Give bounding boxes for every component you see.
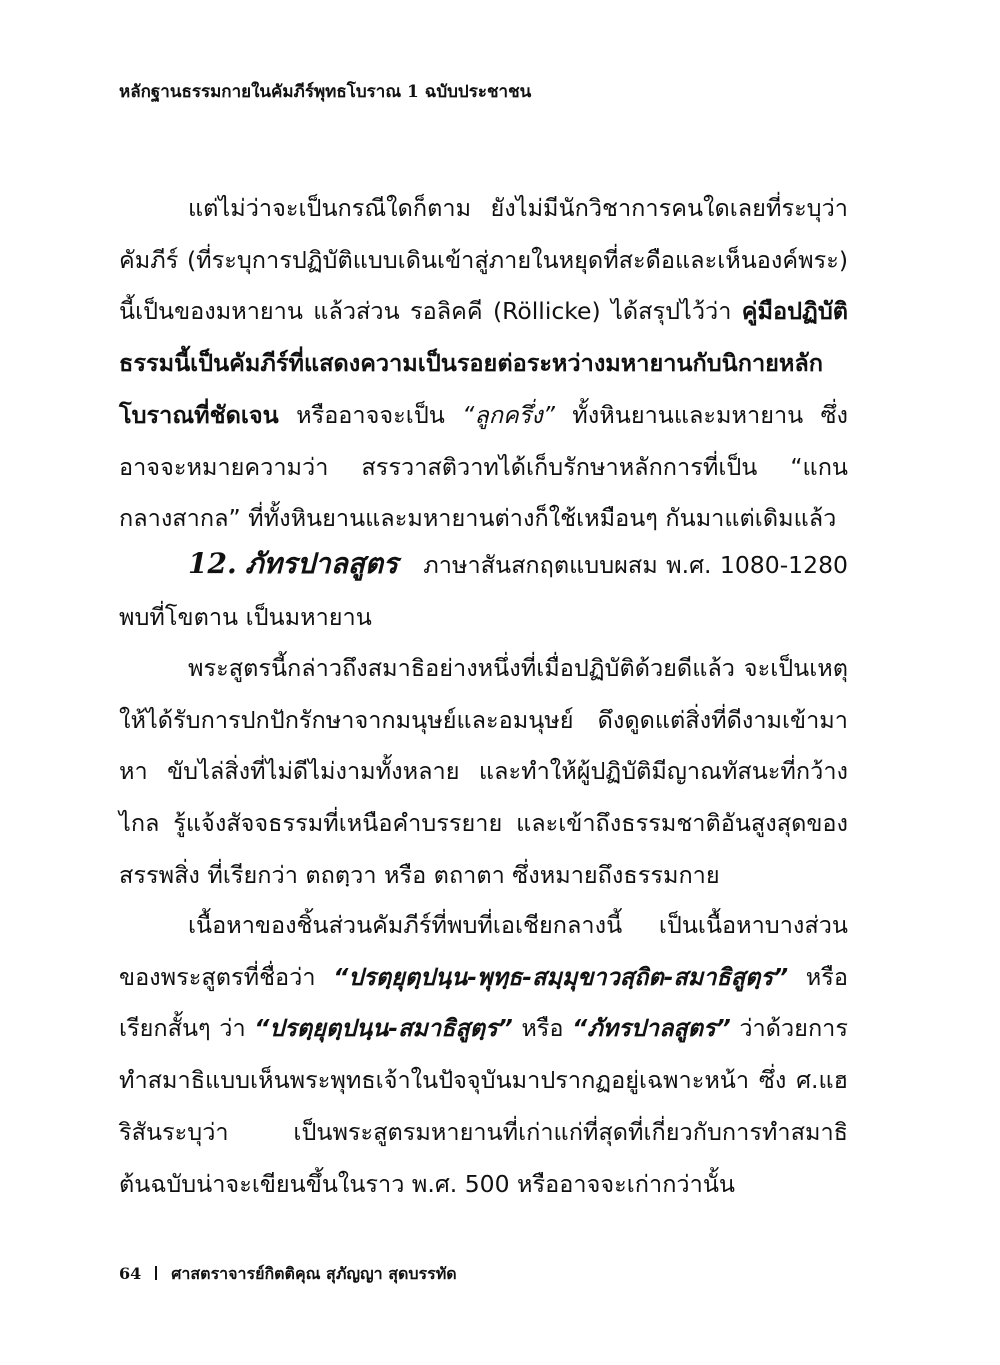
section-description: ภาษาสันสกฤตแบบผสม พ.ศ. 1080-1280 พบที่โขตาน เป็นมหายาน (119, 551, 848, 631)
paragraph-3-text-2: หรือเรียกสั้นๆ ว่า (119, 962, 848, 1043)
paragraph-2: พระสูตรนี้กล่าวถึงสมาธิอย่างหนึ่งที่เมื่อปฏิบัติด้วยดีแล้ว จะเป็นเหตุให้ได้รับการปกปักรักษาจากมนุษย์และอมนุษย์ ดึงดูดแต่สิ่งที่ดีงามเข้ามาหา ขับไล่สิ่งที่ไม่ดีไม่งามทั้งหลาย และทำให้ผู้ปฏิบัติมีญาณทัสนะที่กว้างไกล รู้แจ้งสัจจธรรมที่เหนือคำบรรยาย และเข้าถึงธรรมชาติอันสูงสุดของสรรพสิ่ง ที่เรียกว่า ตถตฺวา หรือ ตถาตา ซึ่งหมายถึงธรรมกาย (119, 654, 848, 889)
sutra-alt-title: “ภัทรปาลสูตร” (572, 1014, 731, 1043)
sutra-full-title: “ปรตฺยุตฺปนฺน-พุทฺธ-สมฺมุขาวสฺถิต-สมาธิสูตฺร” (333, 962, 789, 991)
paragraph-1 (119, 183, 848, 545)
sutra-short-title: “ปรตฺยุตฺปนฺน-สมาธิสูตฺร” (254, 1014, 513, 1043)
footer-divider (155, 1266, 157, 1280)
paragraph-1-text-2: หรืออาจจะเป็น (278, 400, 463, 429)
page-footer (119, 1262, 457, 1286)
section-number: 12. (188, 547, 237, 580)
section-title: ภัทรปาลสูตร (245, 547, 399, 580)
paragraph-1-text-1: แต่ไม่ว่าจะเป็นกรณีใดก็ตาม ยังไม่มีนักวิชาการคนใดเลยที่ระบุว่าคัมภีร์ (ที่ระบุการปฏิบัติแบบเดินเข้าสู่ภายในหยุดที่สะดือและเห็นองค์พระ) นี้เป็นของมหายาน แล้วส่วน รอลิคคี (Röllicke) ได้สรุปไว้ว่า (119, 194, 848, 326)
running-header: หลักฐานธรรมกายในคัมภีร์พุทธโบราณ 1 ฉบับประชาชน (119, 82, 532, 102)
paragraph-3 (119, 900, 848, 1210)
page-number: 64 (119, 1264, 142, 1283)
paragraph-3-text-4: ว่าด้วยการทำสมาธิแบบเห็นพระพุทธเจ้าในปัจจุบันมาปรากฏอยู่เฉพาะหน้า ซึ่ง ศ.แฮริสันระบุว่า เป็นพระสูตรมหายานที่เก่าแก่ที่สุดที่เกี่ยวกับการทำสมาธิ ต้นฉบับน่าจะเขียนขึ้นในราว พ.ศ. 500 หรืออาจจะเก่ากว่านั้น (119, 1014, 848, 1198)
paragraph-1-italic-term: “ลูกครึ่ง” (462, 400, 555, 429)
paragraph-3-text-3: หรือ (512, 1014, 573, 1043)
section-heading (119, 538, 848, 643)
paragraph-3-text-1: เนื้อหาของชิ้นส่วนคัมภีร์ที่พบที่เอเชียกลางนี้ เป็นเนื้อหาบางส่วนของพระสูตรที่ชื่อว่า (119, 911, 848, 991)
footer-author: ศาสตราจารย์กิตติคุณ สุภัญญา สุดบรรทัด (171, 1264, 457, 1283)
paragraph-1-text-3: ทั้งหินยานและมหายาน ซึ่งอาจจะหมายความว่า สรรวาสติวาทได้เก็บรักษาหลักการที่เป็น “แกนกลางสากล” ที่ทั้งหินยานและมหายานต่างก็ใช้เหมือนๆ กันมาแต่เดิมแล้ว (119, 400, 849, 533)
paragraph-1-bold-conclusion: คู่มือปฏิบัติธรรมนี้เป็นคัมภีร์ที่แสดงความเป็นรอยต่อระหว่างมหายานกับนิกายหลักโบราณที่ชัดเจน (119, 297, 848, 429)
